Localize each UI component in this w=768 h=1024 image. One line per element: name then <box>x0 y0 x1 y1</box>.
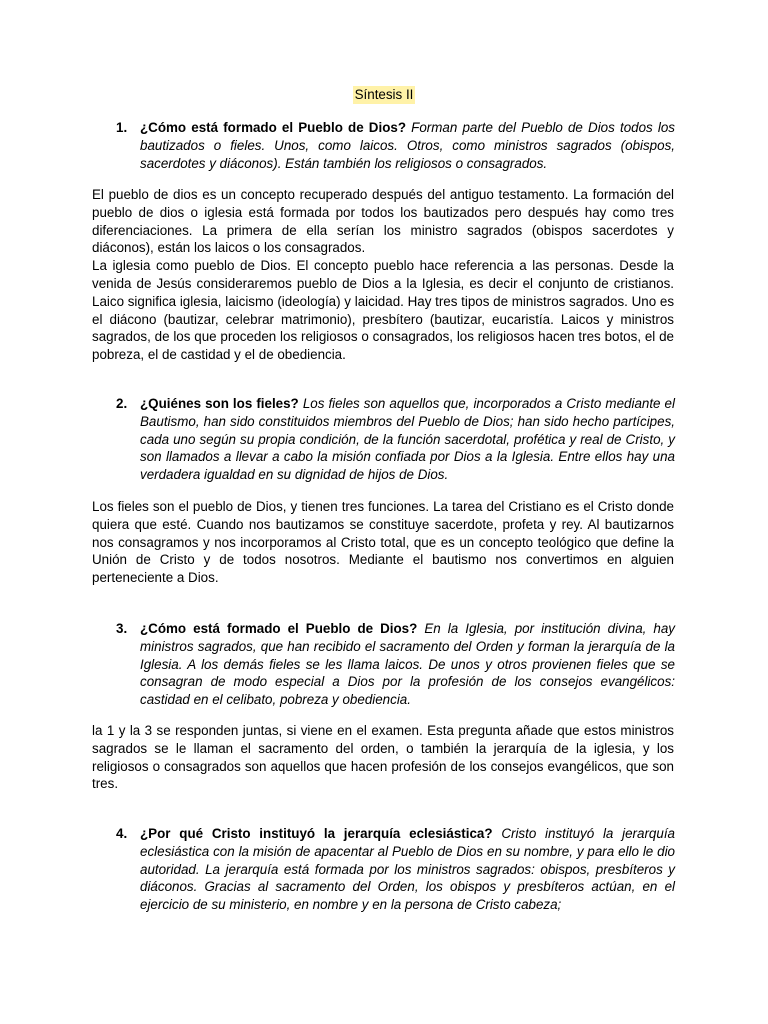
note-paragraph: Los fieles son el pueblo de Dios, y tienen tres funciones. La tarea del Cristiano es el Cristo donde quiera que esté. Cuando nos bautizamos se constituye sacerdote, profeta y rey. Al bautizarnos nos consagramos y nos incorporamos al Cristo total, que es un concepto teológico que define la Unión de Cristo y de todos nosotros. Mediante el bautismo nos convertimos en alguien perteneciente a Dios. <box>92 499 674 586</box>
note-1 <box>92 186 674 364</box>
title-container <box>0 86 768 104</box>
document-title: Síntesis II <box>354 87 414 102</box>
question-text: ¿Cómo está formado el Pueblo de Dios? <box>140 621 418 636</box>
question-number: 1. <box>116 120 128 135</box>
question-body <box>140 395 675 484</box>
note-2 <box>92 498 674 587</box>
note-paragraph: la 1 y la 3 se responden juntas, si viene en el examen. Esta pregunta añade que estos ministros sagrados se le llaman el sacramento del orden, o también la jerarquía de la iglesia, y los religiosos o consagrados son aquellos que hacen profesión de los consejos evangélicos, que son tres. <box>92 723 674 792</box>
question-text: ¿Cómo está formado el Pueblo de Dios? <box>140 120 407 135</box>
question-number: 4. <box>116 826 128 841</box>
question-answer: Cristo instituyó la jerarquía eclesiástica con la misión de apacentar al Pueblo de Dios en su nombre, y para ello le dio autoridad. La jerarquía está formada por los ministros sagrados: obispos, presbíteros y diáconos. Gracias al sacramento del Orden, los obispos y presbíteros actúan, en el ejercicio de su ministerio, en nombre y en la persona de Cristo cabeza; <box>140 826 675 913</box>
question-text: ¿Por qué Cristo instituyó la jerarquía eclesiástica? <box>140 826 493 841</box>
question-3 <box>118 620 675 709</box>
note-paragraph: La iglesia como pueblo de Dios. El concepto pueblo hace referencia a las personas. Desde la venida de Jesús consideraremos pueblo de Dios a la Iglesia, es decir el conjunto de cristianos. Laico significa iglesia, laicismo (ideología) y laicidad. Hay tres tipos de ministros sagrados. Uno es el diácono (bautizar, celebrar matrimonio), presbítero (bautizar, eucaristía. Laicos y ministros sagrados, de los que proceden los religiosos o consagrados, los religiosos hacen tres botos, el de pobreza, el de castidad y el de obediencia. <box>92 258 675 363</box>
question-body <box>140 620 675 709</box>
question-answer: En la Iglesia, por institución divina, hay ministros sagrados, que han recibido el sacramento del Orden y forman la jerarquía de la Iglesia. A los demás fieles se les llama laicos. De unos y otros provienen fieles que se consagran de modo especial a Dios por la profesión de los consejos evangélicos: castidad en el celibato, pobreza y obediencia. <box>140 621 675 708</box>
question-1 <box>118 119 675 172</box>
question-body <box>140 825 675 914</box>
question-body <box>140 119 675 172</box>
note-paragraph: El pueblo de dios es un concepto recuperado después del antiguo testamento. La formación del pueblo de dios o iglesia está formada por todos los bautizados pero después hay como tres diferenciaciones. La primera de ella serían los ministro sagrados (obispos sacerdotes y diáconos), están los laicos o los consagrados. <box>92 187 674 256</box>
question-number: 3. <box>116 621 128 636</box>
question-answer: Forman parte del Pueblo de Dios todos los bautizados o fieles. Unos, como laicos. Otros, como ministros sagrados (obispos, sacerdotes y diáconos). Están también los religiosos o consagrados. <box>140 120 675 171</box>
question-answer: Los fieles son aquellos que, incorporados a Cristo mediante el Bautismo, han sido constituidos miembros del Pueblo de Dios; han sido hecho partícipes, cada uno según su propia condición, de la función sacerdotal, profética y real de Cristo, y son llamados a llevar a cabo la misión confiada por Dios a la Iglesia. Entre ellos hay una verdadera igualdad en su dignidad de hijos de Dios. <box>140 396 675 483</box>
question-text: ¿Quiénes son los fieles? <box>140 396 299 411</box>
question-4 <box>118 825 675 914</box>
question-number: 2. <box>116 396 128 411</box>
question-2 <box>118 395 675 484</box>
note-3 <box>92 722 674 793</box>
